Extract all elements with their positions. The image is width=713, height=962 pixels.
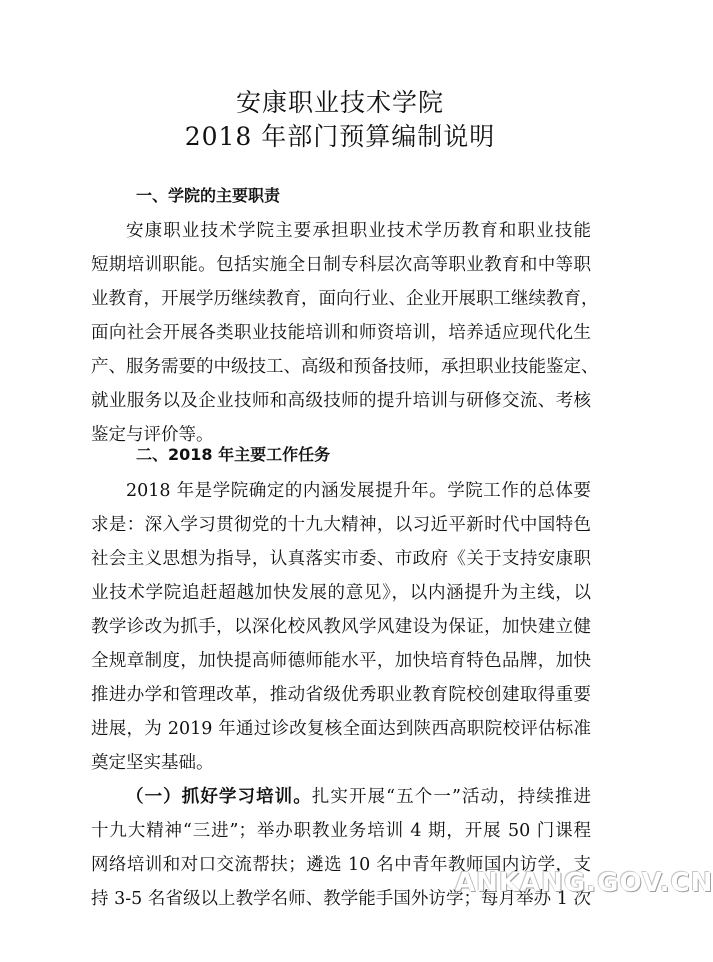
paragraph-line: 奠定坚实基础。: [91, 753, 214, 773]
paragraph-line: 鉴定与评价等。: [91, 425, 214, 445]
paragraph-line: 持 3-5 名省级以上教学名师、教学能手国外访学；每月举办 1 次: [91, 889, 591, 909]
paragraph-line: 业教育，开展学历继续教育，面向行业、企业开展职工继续教育，: [91, 289, 599, 309]
paragraph-line: 求是：深入学习贯彻党的十九大精神，以习近平新时代中国特色: [91, 515, 591, 535]
document-title-line1: 安康职业技术学院: [235, 88, 444, 117]
paragraph-line: 网络培训和对口交流帮扶；遴选 10 名中青年教师国内访学，支: [91, 855, 591, 875]
section1-heading: 一、学院的主要职责: [136, 186, 281, 205]
paragraph-line: 进展，为 2019 年通过诊改复核全面达到陕西高职院校评估标准: [91, 719, 591, 739]
paragraph-line: 产、服务需要的中级技工、高级和预备技师，承担职业技能鉴定、: [91, 357, 599, 377]
section2-heading: 二、2018 年主要工作任务: [136, 445, 331, 464]
paragraph-line: 2018 年是学院确定的内涵发展提升年。学院工作的总体要: [126, 481, 591, 501]
paragraph-line: 教学诊改为抓手，以深化校风教风学风建设为保证，加快建立健: [91, 617, 591, 637]
paragraph-line: 十九大精神“三进”；举办职教业务培训 4 期，开展 50 门课程: [91, 821, 591, 841]
subsection1-first-line-text: 扎实开展“五个一”活动，持续推进: [311, 787, 591, 807]
document-title-line2: 2018 年部门预算编制说明: [184, 122, 496, 151]
subsection1-heading: （一）抓好学习培训。: [126, 787, 312, 807]
paragraph-line: 安康职业技术学院主要承担职业技术学历教育和职业技能: [126, 221, 591, 241]
paragraph-line: 短期培训职能。包括实施全日制专科层次高等职业教育和中等职: [91, 255, 591, 275]
subsection1-first-line: [126, 785, 591, 809]
paragraph-line: 全规章制度，加快提高师德师能水平，加快培育特色品牌，加快: [91, 651, 591, 671]
paragraph-line: 社会主义思想为指导，认真落实市委、市政府《关于支持安康职: [91, 549, 591, 569]
paragraph-line: 面向社会开展各类职业技能培训和师资培训，培养适应现代化生: [91, 323, 591, 343]
paragraph-line: 推进办学和管理改革，推动省级优秀职业教育院校创建取得重要: [91, 685, 591, 705]
paragraph-line: 就业服务以及企业技师和高级技师的提升培训与研修交流、考核: [91, 391, 591, 411]
paragraph-line: 业技术学院追赶超越加快发展的意见》，以内涵提升为主线，以: [91, 583, 591, 603]
site-watermark: ANKANG.GOV.CN: [455, 868, 713, 898]
